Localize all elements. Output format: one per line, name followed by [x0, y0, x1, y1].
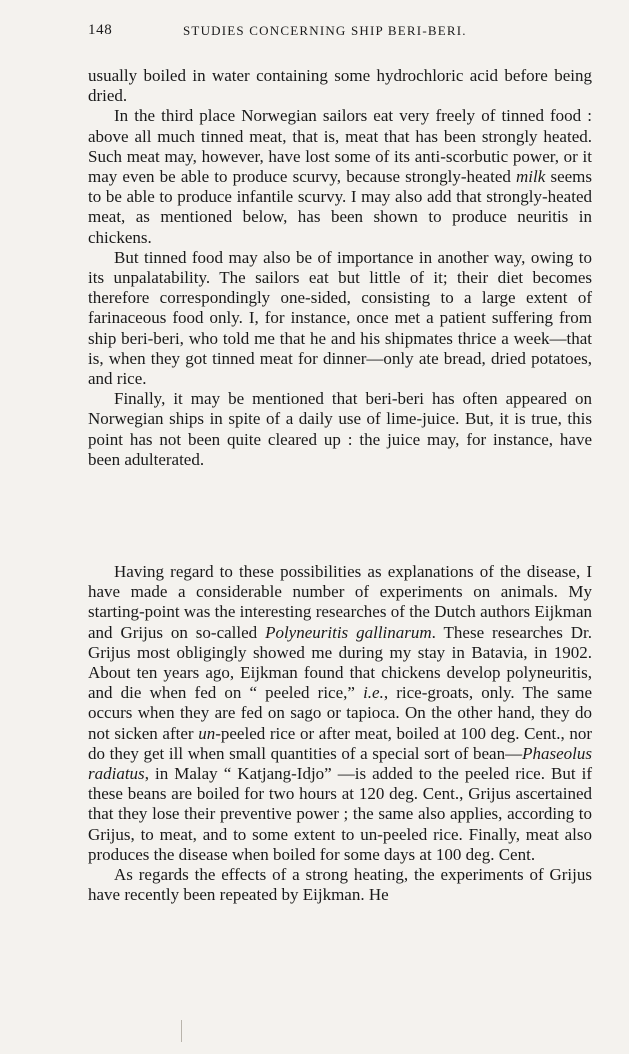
paragraph-unpalatability: [88, 248, 592, 389]
paragraph-text: . These researches Dr. Grijus most obligingly showed me during my stay in Batavia, in 1902. About ten years ago, Eijkman found that chickens develop polyneuritis, and die when fed on “ peeled rice,”: [88, 622, 592, 703]
paragraph-text: -peeled rice or after meat, boiled at 100 deg. Cent., nor do they get ill when small quantities of a special sort of bean—: [88, 723, 593, 763]
page-number: 148: [88, 22, 113, 38]
running-title: STUDIES CONCERNING SHIP BERI-BERI.: [183, 23, 467, 38]
text-block-experiments: [88, 562, 592, 905]
paragraph-text: Having regard to these possibilities as explanations of the disease, I have made a considerable number of experiments on animals. My starting-point was the interesting researches of the Dutch authors Eijkman and Grijus on so-called: [88, 562, 592, 642]
italic-phaseolus: Phaseolus radiatus: [88, 743, 592, 784]
italic-milk: milk: [516, 167, 546, 187]
paragraph-text: usually boiled in water containing some hydrochloric acid before being dried.: [88, 66, 592, 106]
paragraph-lime-juice: [88, 389, 592, 470]
paragraph-text: , in Malay “ Katjang-Idjo” —is added to the peeled rice. But if these beans are boiled for two hours at 120 deg. Cent., Grijus ascertained that they lose their preventive power ; the same also applies, according to Grijus, to meat, and to some extent to un-peeled rice. Finally, meat also produces the disease when boiled for some days at 100 deg. Cent.: [88, 764, 592, 864]
paragraph-experiments: [88, 562, 592, 865]
italic-un: un: [198, 723, 216, 743]
italic-ie: i.e.: [363, 683, 384, 703]
running-head: [88, 22, 593, 42]
paragraph-text: Finally, it may be mentioned that beri-beri has often appeared on Norwegian ships in spite of a daily use of lime-juice. But, it is true, this point has not been quite cleared up : the juice may, for instance, have been adulterated.: [88, 389, 592, 469]
paragraph-text: In the third place Norwegian sailors eat very freely of tinned food : above all much tinned meat, that is, meat that has been strongly heated. Such meat may, however, have lost some of its anti-scorbutic power, or it may even be able to produce scurvy, because strongly-heated: [88, 106, 592, 187]
paper-mark: [181, 1020, 182, 1042]
paragraph-text: , rice-groats, only. The same occurs when they are fed on sago or tapioca. On the other hand, they do not sicken after: [88, 683, 592, 743]
paragraph-continued: [88, 66, 592, 106]
paragraph-text: seems to be able to produce infantile scurvy. I may also add that strongly-heated meat, as mentioned below, has been shown to produce neuritis in chickens.: [88, 167, 593, 247]
text-block-tinned-food: [88, 66, 592, 470]
paragraph-text: As regards the effects of a strong heating, the experiments of Grijus have recently been repeated by Eijkman. He: [88, 865, 592, 905]
paragraph-text: But tinned food may also be of importance in another way, owing to its unpalatability. The sailors eat but little of it; their diet becomes therefore correspondingly one-sided, consisting to a large extent of farinaceous food only. I, for instance, once met a patient suffering from ship beri-beri, who told me that he and his shipmates thrice a week—that is, when they got tinned meat for dinner—only ate bread, dried potatoes, and rice.: [88, 247, 592, 389]
paragraph-heating: [88, 865, 592, 905]
italic-polyneuritis: Polyneuritis gallinarum: [265, 622, 432, 642]
paragraph-tinned-food: [88, 106, 592, 247]
